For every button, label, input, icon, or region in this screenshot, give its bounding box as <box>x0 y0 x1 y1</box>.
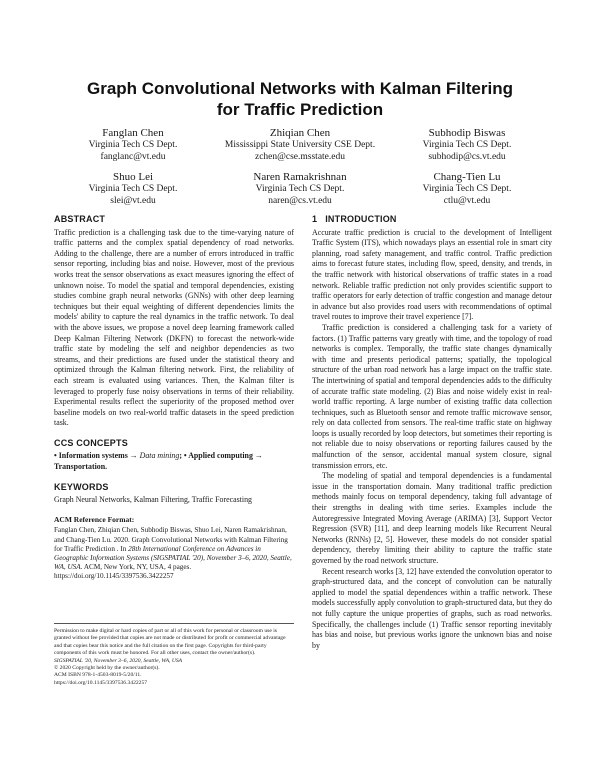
ccs-end: . <box>105 462 108 472</box>
author-email[interactable]: naren@cs.vt.edu <box>268 195 332 206</box>
section-title: INTRODUCTION <box>325 214 397 224</box>
title-line-1: Graph Convolutional Networks with Kalman Filtering <box>87 79 513 98</box>
author-name: Shuo Lei <box>112 171 154 183</box>
acm-reference-venue: 28th International Conference on Advances in Geographic Information Systems (SIGSPATIAL '20), November 3–6, 2020, Seattle, WA, USA. <box>54 544 292 572</box>
author-affiliation: Mississippi State University CSE Dept. <box>224 140 376 150</box>
author-block <box>367 126 567 163</box>
abstract-text: Traffic prediction is a challenging task due to the time-varying nature of traffic patterns and the complex spatial dependency of road networks. Adding to the challenge, there are a number of errors introduced in traffic sensor reporting, including bias and noise. However, most of the previous works treat the sensor observations as exact measures ignoring the effect of unknown noise. To model the spatial and temporal dependencies, existing studies combine graph neural networks (GNNs) with other deep learning techniques but their equal weighting of different dependencies limits the models' ability to capture the real dynamics in the traffic network. To deal with the above issues, we propose a novel deep learning framework called Deep Kalman Filtering Network (DKFN) to forecast the network-wide traffic state by modeling the self and neighbor dependencies as two streams, and their predictions are fused under the statistical theory and optimized through the Kalman filtering network. First, the reliability of each stream is evaluated using variances. Then, the Kalman filter is leveraged to properly fuse noisy observations in terms of their reliability. Experimental results reflect the superiority of the proposed method over baseline models on two real-world traffic datasets in the speed prediction task. <box>54 227 294 428</box>
section-number: 1 <box>312 214 318 224</box>
right-column <box>312 214 552 651</box>
abstract-heading: ABSTRACT <box>54 214 106 224</box>
ccs-arrow: → <box>252 451 263 461</box>
acm-reference-heading: ACM Reference Format: <box>54 514 135 524</box>
author-name: Fanglan Chen <box>102 127 164 139</box>
author-affiliation: Virginia Tech CS Dept. <box>422 140 512 150</box>
acm-reference <box>54 526 294 581</box>
author-affiliation: Virginia Tech CS Dept. <box>88 184 178 194</box>
intro-paragraph-4: Recent research works [3, 12] have extended the convolution operator to graph-structured data, and the concept of convolution can be naturally applied to model the spatial dependences within a traffic network. These models successfully apply convolution to graph-structured data, but they do not fully capture the unique properties of graphs, such as road networks. Specifically, the challenges include (1) Traffic sensor reporting inevitably has bias and noise, but previous works ignore the unknown bias and noise by <box>312 566 552 650</box>
author-name: Naren Ramakrishnan <box>253 171 347 183</box>
author-block <box>367 170 567 207</box>
paper-title <box>40 78 560 120</box>
author-email[interactable]: ctlu@vt.edu <box>443 195 491 206</box>
author-name: Subhodip Biswas <box>428 127 506 139</box>
acm-reference-authors: Fanglan Chen, Zhiqian Chen, Subhodip Biswas, Shuo Lei, Naren Ramakrishnan, and Chang-Tien Lu. 2020. Graph Convolutional Networks with Kalman Filtering for Traffic Prediction . In <box>54 526 288 553</box>
ccs-concept-2: • Applied computing <box>183 451 253 461</box>
author-affiliation: Virginia Tech CS Dept. <box>88 140 178 150</box>
permission-text: Permission to make digital or hard copies of part or all of this work for personal or classroom use is granted without fee provided that copies are not made or distributed for profit or commercial advantage and that copies bear this notice and the full citation on the first page. Copyrights for third-party components of this work must be honored. For all other uses, contact the owner/author(s). <box>54 628 286 657</box>
ccs-subconcept-2: Transportation <box>54 462 106 472</box>
intro-paragraph-2: Traffic prediction is considered a challenging task for a variety of factors. (1) Traffic patterns vary greatly with time, and the topology of road networks is complex. Temporally, the traffic state changes dynamically with time and presents periodical patterns; spatially, the topological structure of the urban road network has a large impact on the traffic state. The intertwining of spatial and temporal dependencies adds to the difficulty of accurate traffic state modeling. (2) Bias and noise widely exist in real-world traffic reporting. A large number of existing traffic data collection techniques, such as Bluetooth sensor and remote traffic microwave sensor, rely on data collected from sensors. The real-time traffic state on highway loops is usually recorded by loop detectors, but sometimes their reporting is not reliable due to noisy observations or reporting failures caused by the malfunction of the sensor, accidental manual system closure, signal transmission errors, etc. <box>312 322 552 470</box>
author-email[interactable]: fanglanc@vt.edu <box>100 151 166 162</box>
author-email[interactable]: subhodip@cs.vt.edu <box>428 151 506 162</box>
acm-reference-doi[interactable]: ACM, New York, NY, USA, 4 pages. https://doi.org/10.1145/3397536.3422257 <box>54 563 192 581</box>
permission-isbn: ACM ISBN 978-1-4503-8019-5/20/11. <box>54 672 142 679</box>
ccs-arrow: → <box>127 451 140 461</box>
intro-paragraph-3: The modeling of spatial and temporal dependencies is a fundamental issue in the transportation domain. Many traditional traffic prediction methods mainly focus on temporal dependency, taking full advantage of their strengths in dealing with time series. Examples include the Autoregressive Integrated Moving Average (ARIMA) [3], Support Vector Regression (SVR) [11], and deep learning models like Recurrent Neural Networks (RNNs) [2, 5]. However, these models do not consider spatial dependency, thereby limiting their ability to capture the traffic state governed by the road network structure. <box>312 471 552 565</box>
permission-doi[interactable]: https://doi.org/10.1145/3397536.3422257 <box>54 679 148 686</box>
keywords-heading: KEYWORDS <box>54 481 109 492</box>
keywords-text: Graph Neural Networks, Kalman Filtering, Traffic Forecasting <box>54 495 252 505</box>
permission-footnote <box>54 623 294 687</box>
ccs-subconcept-1: Data mining <box>139 451 180 461</box>
section-heading-introduction <box>312 214 552 225</box>
intro-paragraph-1: Accurate traffic prediction is crucial to the development of Intelligent Traffic System (ITS), which nowadays plays an essential role in smart city planning, road safety management, and traffic control. Traffic prediction aims to forecast future states, including flow, speed, density, and trends, in the traffic network with historical observations of traffic states in a road network. Reliable traffic prediction not only provides scientific support to traffic operators for early detection of traffic congestion and manage detour in advance but also provides road users with recommendations of optimal travel routes to improve their travel experience [7]. <box>312 227 552 322</box>
ccs-separator: ; <box>179 451 184 461</box>
author-affiliation: Virginia Tech CS Dept. <box>255 184 345 194</box>
ccs-heading: CCS CONCEPTS <box>54 437 128 448</box>
author-name: Zhiqian Chen <box>269 127 331 139</box>
ccs-concepts <box>54 451 294 472</box>
author-name: Chang-Tien Lu <box>433 171 501 183</box>
author-email[interactable]: slei@vt.edu <box>110 195 156 206</box>
author-affiliation: Virginia Tech CS Dept. <box>422 184 512 194</box>
permission-venue: SIGSPATIAL '20, November 3–6, 2020, Seattle, WA, USA <box>54 657 183 664</box>
left-column <box>54 214 294 582</box>
author-email[interactable]: zchen@cse.msstate.edu <box>255 151 345 162</box>
ccs-concept-1: • Information systems <box>54 451 128 461</box>
permission-copyright: © 2020 Copyright held by the owner/author(s). <box>54 665 160 672</box>
title-line-2: for Traffic Prediction <box>216 100 384 119</box>
